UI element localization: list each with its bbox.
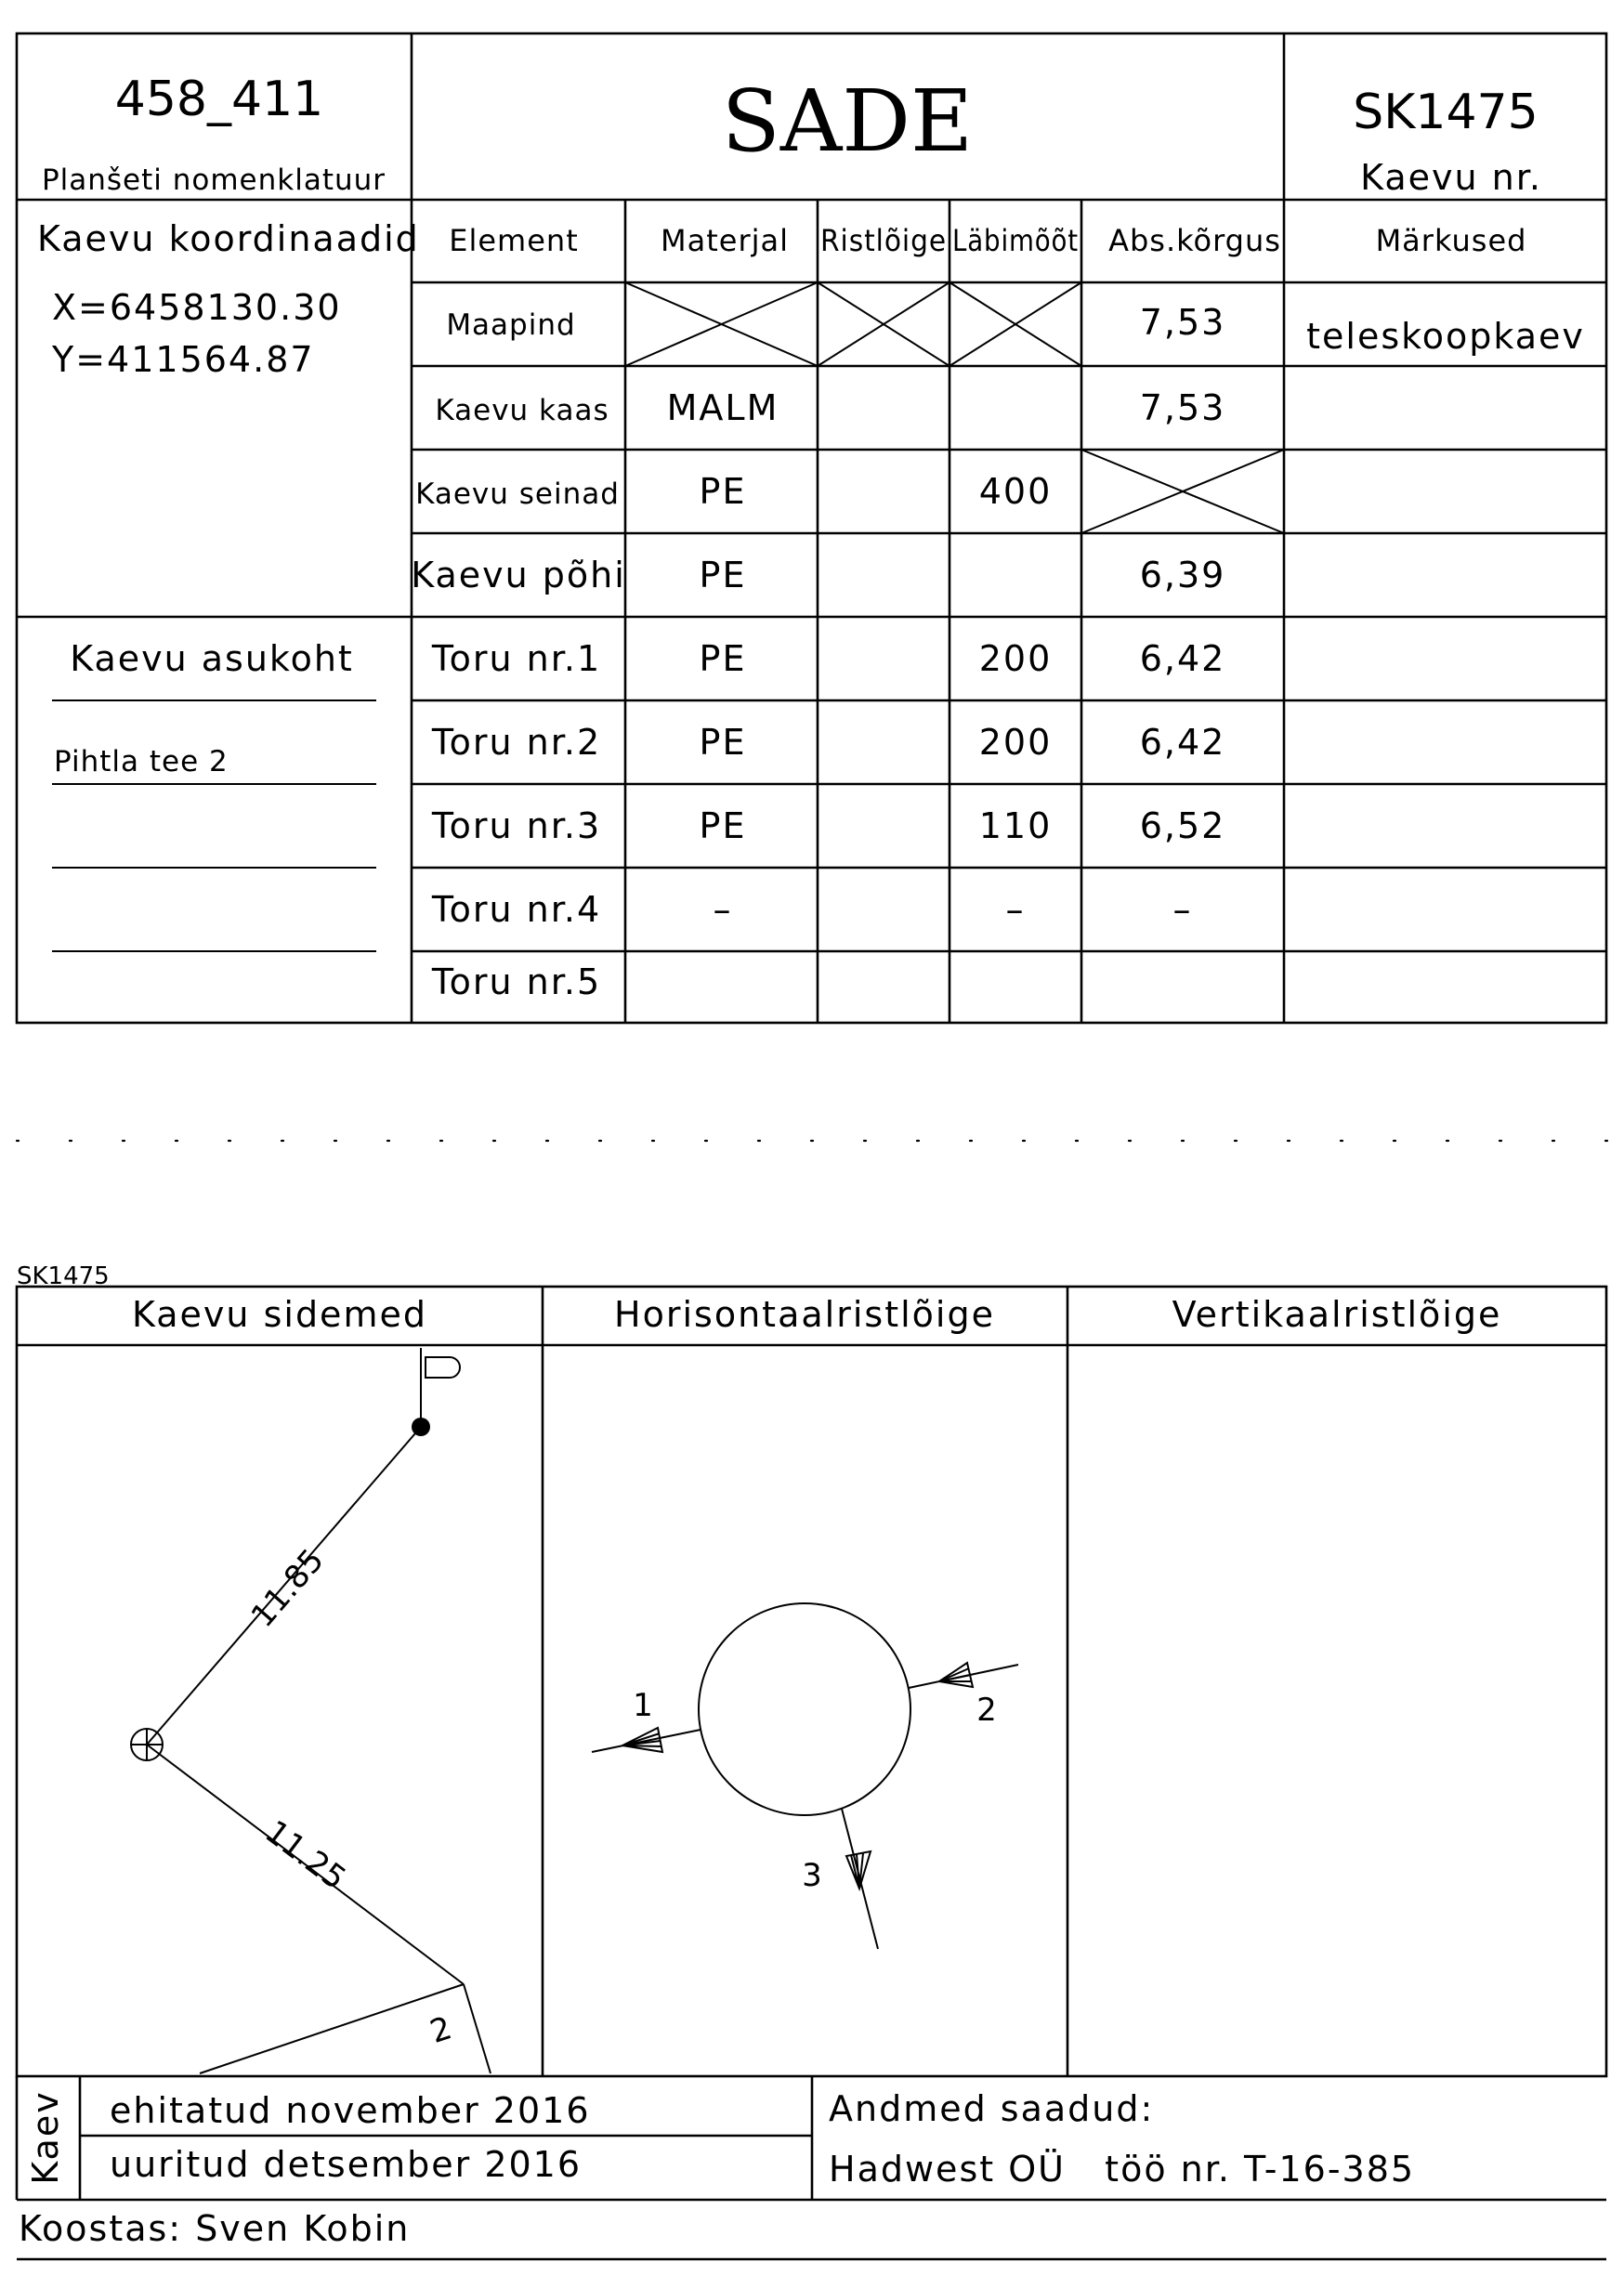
row-diameter: 110 [978,805,1053,846]
row-height: 6,39 [1139,555,1226,595]
ties-sketch [131,1348,491,2073]
row-height: 6,52 [1139,805,1226,846]
row-material: PE [699,471,747,512]
table-header [449,223,1526,258]
data-source: Hadwest OÜ töö nr. T-16-385 [829,2149,1416,2190]
coordinate-x: X=6458130.30 [52,287,342,328]
row-height: 6,42 [1139,722,1226,763]
table-row [415,471,1052,512]
table-row [431,805,1225,846]
pipe-3-arrow [846,1851,871,1889]
building-wall [464,1984,491,2073]
table-row [431,722,1225,763]
table-row [431,638,1225,679]
table-row [431,889,1193,930]
row-element: Toru nr.2 [431,722,602,763]
table-row [431,961,601,1002]
column-header: Ristlõige [820,223,947,258]
author: Koostas: Sven Kobin [19,2208,411,2249]
coordinate-y: Y=411564.87 [52,339,315,380]
column-header: Element [449,223,579,258]
row-diameter: 200 [978,722,1053,763]
pipe-label-1: 1 [633,1687,653,1724]
row-diameter: 400 [978,471,1053,512]
built-date: ehitatud november 2016 [110,2090,591,2131]
location-heading: Kaevu asukoht [70,638,354,679]
row-element: Maapind [446,308,576,342]
surveyed-date: uuritud detsember 2016 [110,2144,583,2185]
row-element: Toru nr.3 [431,805,602,846]
panel-horizontal-heading: Horisontaalristlõige [614,1294,995,1335]
coordinates-heading: Kaevu koordinaadid [37,218,420,259]
column-header: Materjal [661,223,789,258]
row-diameter: 200 [978,638,1053,679]
row-element: Toru nr.4 [431,889,602,930]
table-row [446,302,1585,357]
table-row [435,387,1225,428]
well-circle [699,1603,910,1815]
drawing-frame [17,1287,1606,2076]
well-label: Kaevu nr. [1360,157,1542,198]
horizontal-section [592,1603,1018,1949]
pipe-label-3: 3 [802,1857,822,1894]
pipe-label-2: 2 [976,1692,997,1729]
row-element: Kaevu põhi [411,555,626,595]
tie-distance-lower: 11.25 [257,1812,353,1898]
column-header: Abs.kõrgus [1108,223,1281,258]
panel-ties-heading: Kaevu sidemed [132,1294,427,1335]
row-notes: teleskoopkaev [1306,316,1585,357]
column-header: Märkused [1375,223,1527,258]
row-material: MALM [666,387,779,428]
well-id: SK1475 [1353,85,1539,140]
row-material: – [713,889,733,930]
side-label: Kaev [25,2090,66,2185]
row-height: 7,53 [1139,302,1226,343]
row-element: Kaevu seinad [415,477,620,511]
row-element: Kaevu kaas [435,394,609,427]
row-height: 6,42 [1139,638,1226,679]
data-heading: Andmed saadud: [829,2088,1155,2129]
row-diameter: – [1005,889,1026,930]
row-material: PE [699,638,747,679]
column-header: Läbimõõt [952,223,1079,258]
pipe-1-arrow [622,1728,662,1752]
row-material: PE [699,555,747,595]
row-height: – [1172,889,1193,930]
pipe-2-arrow [939,1663,973,1687]
building-wall [200,1984,464,2073]
location-address: Pihtla tee 2 [54,745,229,778]
row-material: PE [699,805,747,846]
sheet-number: 458_411 [114,72,324,127]
sheet-label: Planšeti nomenklatuur [41,163,386,197]
well-tag: SK1475 [17,1262,110,1290]
panel-vertical-heading: Vertikaalristlõige [1172,1294,1502,1335]
row-height: 7,53 [1139,387,1226,428]
row-element: Toru nr.1 [431,638,602,679]
row-material: PE [699,722,747,763]
page-title: SADE [721,72,974,171]
tie-distance-upper: 11.85 [243,1541,332,1635]
row-element: Toru nr.5 [431,961,602,1002]
marker-d-symbol [426,1357,460,1378]
corner-label: 2 [426,2009,457,2051]
